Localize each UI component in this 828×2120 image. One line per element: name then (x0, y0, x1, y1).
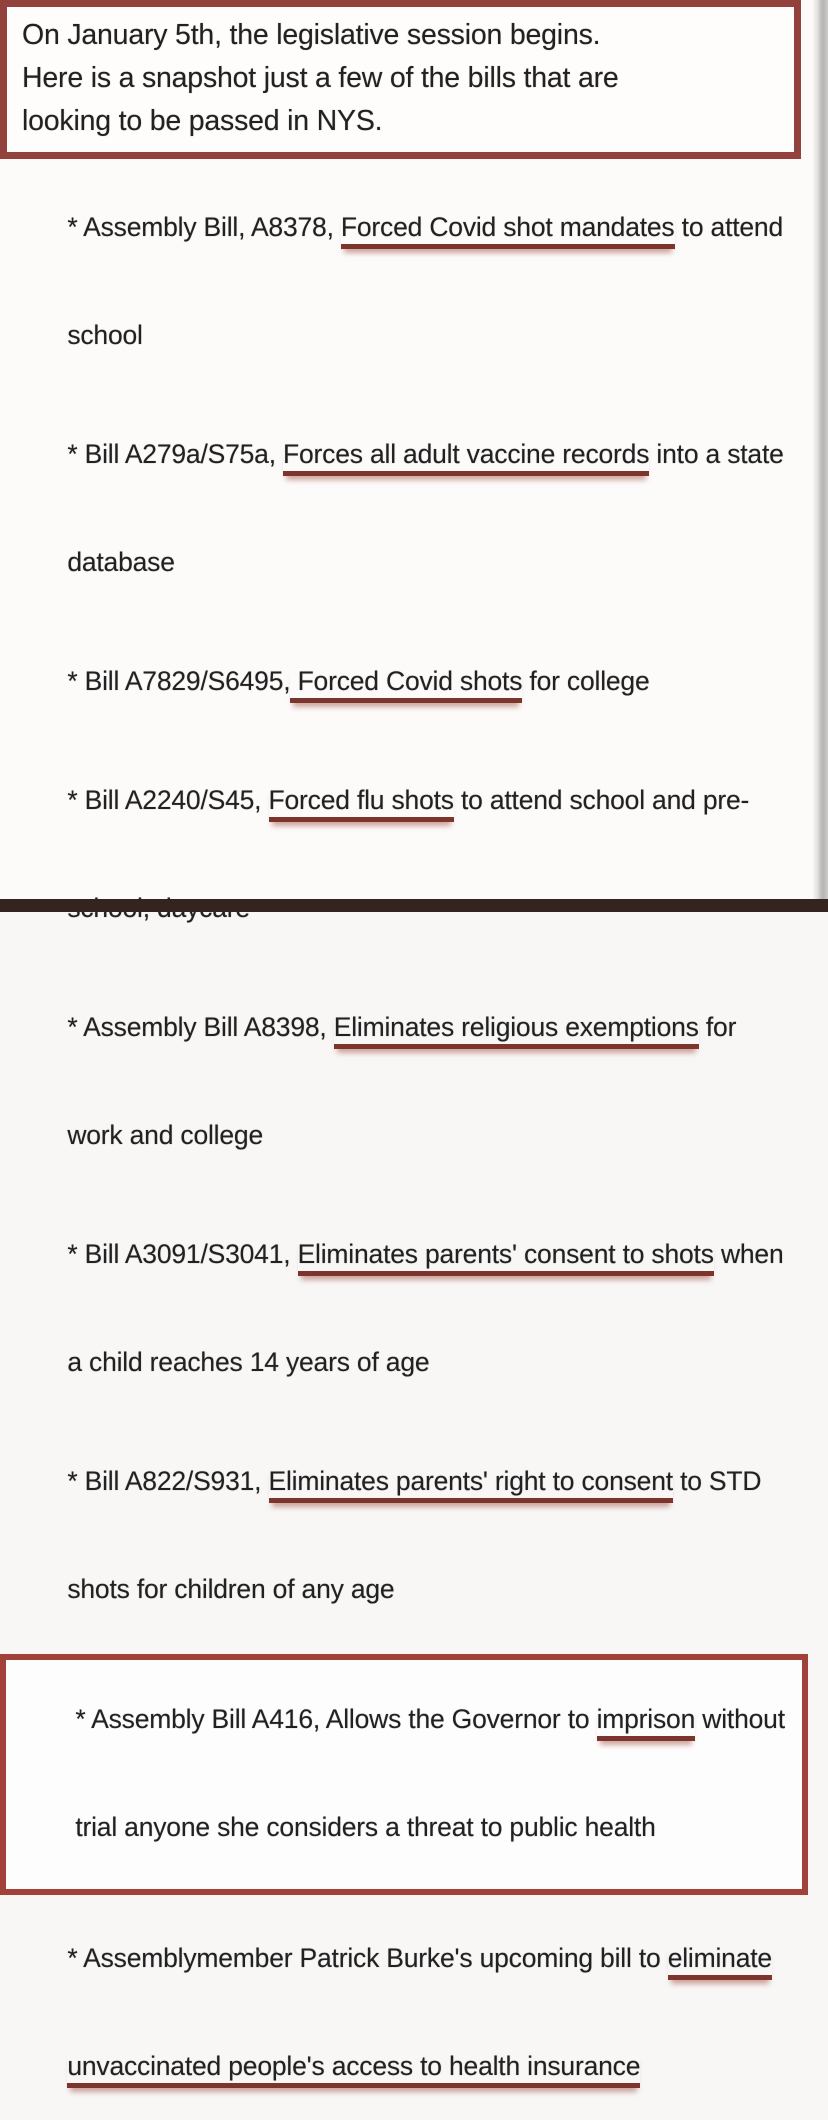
bill-text: * Assembly Bill, A8378, (67, 212, 341, 242)
bill-underlined-text: Eliminates parents' consent to shots (298, 1239, 714, 1276)
bill-line (10, 281, 820, 389)
intro-line: Here is a snapshot just a few of the bills that are (22, 62, 619, 94)
bill-item-a2240-s45 (10, 746, 820, 962)
bill-item-a8398 (10, 973, 820, 1189)
bill-underlined-text: Forces all adult vaccine records (283, 439, 649, 476)
bill-underlined-text: Forced Covid shot mandates (341, 212, 675, 249)
bill-text: without (695, 1704, 785, 1734)
bill-text: work and college (67, 1120, 263, 1150)
bill-line (10, 1308, 820, 1416)
bill-line (18, 1665, 794, 1773)
bill-text: * Assembly Bill A416, Allows the Governor to (75, 1704, 597, 1734)
bill-line (10, 627, 820, 735)
bill-line (18, 1773, 794, 1881)
bill-list (0, 159, 828, 2120)
bill-underlined-text: imprison (597, 1704, 696, 1741)
intro-box (0, 0, 801, 159)
bill-text: for (698, 1012, 737, 1042)
bill-item-a279a-s75a (10, 400, 820, 616)
bill-text: shots for children of any age (67, 1574, 395, 1604)
bill-line (10, 1200, 820, 1308)
bill-line (10, 173, 820, 281)
bill-line (10, 2012, 820, 2120)
bill-line (10, 746, 820, 854)
bill-item-a3091-s3041 (10, 1200, 820, 1416)
bill-text: to attend school and pre- (453, 785, 750, 815)
right-edge-strip (813, 0, 828, 899)
bill-item-a7829-s6495 (10, 627, 820, 735)
bill-text: * Bill A3091/S3041, (67, 1239, 298, 1269)
bill-item-burke-health-insurance (10, 1904, 820, 2120)
bill-text: when (713, 1239, 784, 1269)
bill-text: * Assemblymember Patrick Burke's upcoming bill to (67, 1943, 668, 1973)
bill-line (10, 973, 820, 1081)
bill-line (10, 508, 820, 616)
intro-line: On January 5th, the legislative session begins. (22, 19, 601, 51)
bill-item-a8378 (10, 173, 820, 389)
bill-text: to attend (674, 212, 784, 242)
bill-line (10, 1535, 820, 1643)
bill-item-a416-highlight-box (0, 1654, 808, 1895)
bill-line (10, 1081, 820, 1189)
bill-line (10, 1904, 820, 2012)
bill-text: * Bill A7829/S6495, (67, 666, 291, 696)
bill-underlined-text: Eliminates parents' right to consent (269, 1466, 673, 1503)
bill-text: * Bill A2240/S45, (67, 785, 269, 815)
bill-text: * Bill A279a/S75a, (67, 439, 284, 469)
bill-text: database (67, 547, 175, 577)
bill-text: * Bill A822/S931, (67, 1466, 269, 1496)
bill-underlined-text: Eliminates religious exemptions (334, 1012, 699, 1049)
bill-line (10, 1427, 820, 1535)
bill-text: trial anyone she considers a threat to public health (75, 1812, 656, 1842)
bill-underlined-text: Forced Covid shots (290, 666, 522, 703)
bill-text: to STD (672, 1466, 762, 1496)
bill-text: school (67, 320, 143, 350)
bill-text: for college (522, 666, 650, 696)
bill-underlined-text: unvaccinated people's access to health insurance (67, 2051, 640, 2088)
bill-text: into a state (649, 439, 784, 469)
bill-underlined-text: eliminate (668, 1943, 772, 1980)
intro-line: looking to be passed in NYS. (22, 105, 383, 137)
bill-underlined-text: Forced flu shots (269, 785, 454, 822)
bottom-letterbox-bar (0, 899, 828, 912)
bill-line (10, 400, 820, 508)
bill-item-a822-s931 (10, 1427, 820, 1643)
bill-text: * Assembly Bill A8398, (67, 1012, 334, 1042)
bill-text: a child reaches 14 years of age (67, 1347, 430, 1377)
